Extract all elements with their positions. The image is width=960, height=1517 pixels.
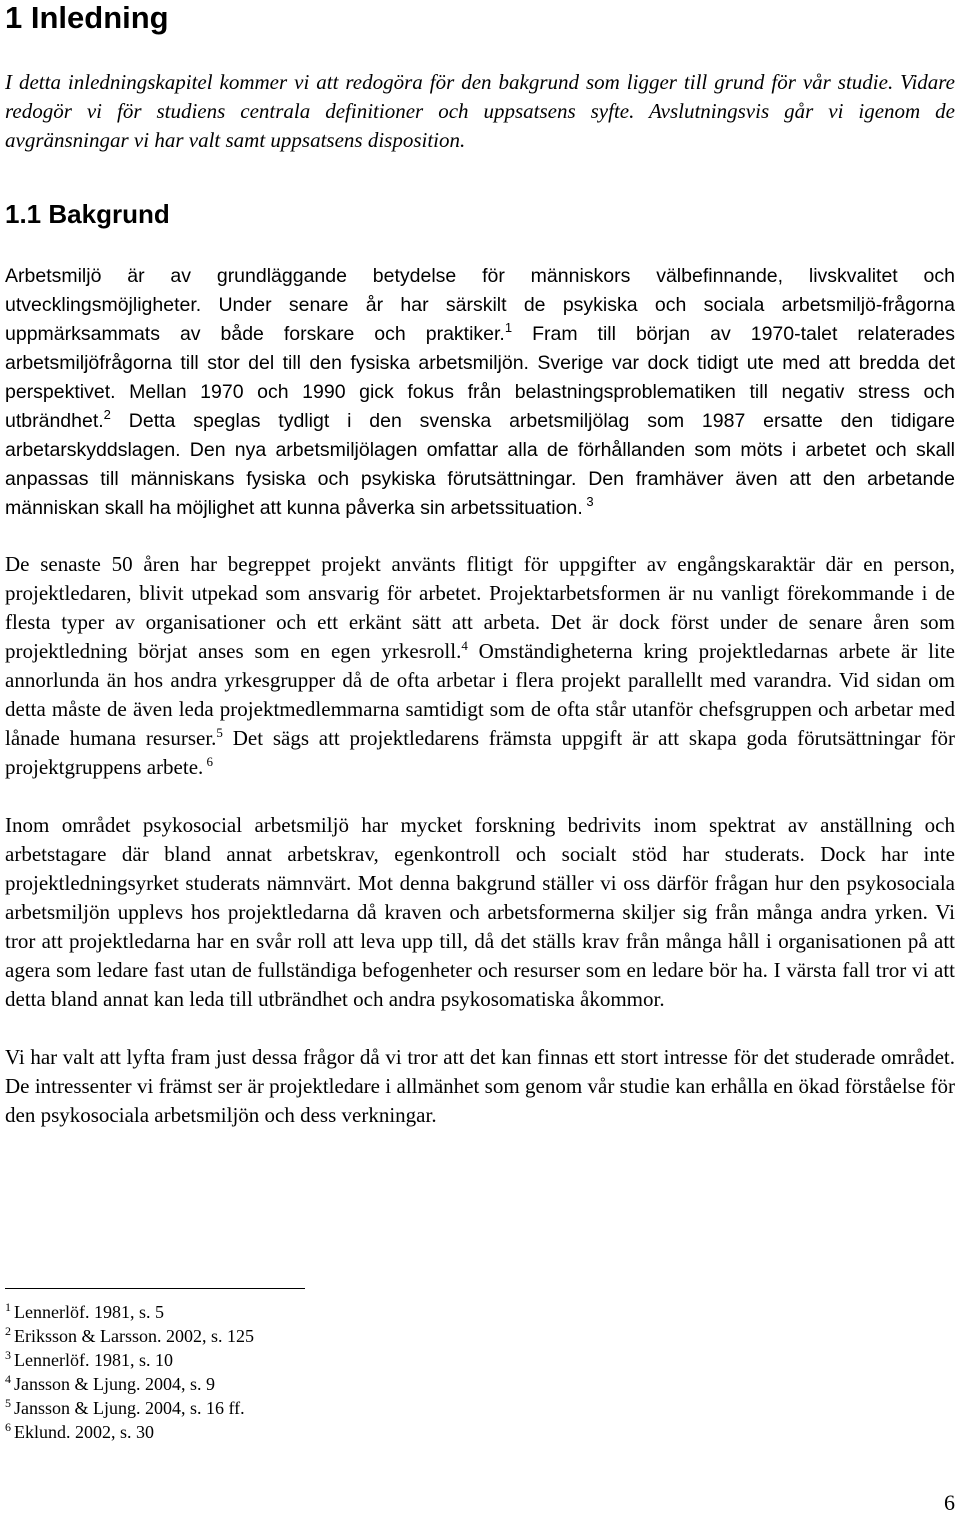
footnote-5	[5, 1396, 254, 1420]
footnote-number: 5	[5, 1396, 11, 1410]
paragraph-text: Det sägs att projektledarens främsta uppgift är att skapa goda förutsättningar för projektgruppens arbete.	[5, 726, 955, 779]
footnote-ref: 3	[582, 494, 594, 509]
paragraph-text: Fram till början av 1970-talet relaterades arbetsmiljöfrågorna till stor del till den fysiska arbetsmiljön. Sverige var dock tidigt ute med att bredda det perspektivet. Mellan 1970 och 1990 gick fokus från belastningsproblematiken till negativ stress och utbrändhet.	[5, 323, 955, 432]
chapter-title: 1 Inledning	[5, 0, 169, 35]
background-paragraph-4: Vi har valt att lyfta fram just dessa frågor då vi tror att det kan finnas ett stort intresse för det studerade området. De intressenter vi främst ser är projektledare i allmänhet som genom vår studie kan erhålla en ökad förståelse för den psykosociala arbetsmiljön och dess verkningar.	[5, 1045, 955, 1127]
footnote-6	[5, 1420, 254, 1444]
footnote-2	[5, 1324, 254, 1348]
footnote-separator	[5, 1288, 305, 1289]
footnote-ref: 1	[504, 320, 513, 335]
footnote-number: 1	[5, 1300, 11, 1314]
paragraph-text: De senaste 50 åren har begreppet projekt använts flitigt för uppgifter av engångskaraktär där en person, projektledaren, blivit utpekad som ansvarig för arbetet. Projektarbetsformen är nu vanligt förekommande i de flesta typer av organisationer och ett erkänt sätt att arbeta. Det är dock först under de senare åren som projektledning börjat anses som en egen yrkesroll.	[5, 552, 955, 663]
background-paragraph-3: Inom området psykosocial arbetsmiljö har mycket forskning bedrivits inom spektrat av anställning och arbetstagare där bland annat arbetskrav, egenkontroll och socialt stöd har studerats. Dock har inte projektledningsyrket studerats nämnvärt. Mot denna bakgrund ställer vi oss därför frågan hur den psykosociala arbetsmiljön upplevs hos projektledarna då kraven och arbetsformerna skiljer sig från många andra yrken. Vi tror att projektledarna har en svår roll att leva upp till, då det ställs krav från många håll i organisationen på att agera som ledare fast utan de fullständiga befogenheter och resurser som en ledare bör ha. I värsta fall tror vi att detta bland annat kan leda till utbrändhet och andra psykosomatiska åkommor.	[5, 813, 955, 1011]
footnote-number: 4	[5, 1372, 11, 1386]
chapter-intro: I detta inledningskapitel kommer vi att redogöra för den bakgrund som ligger till grund för vår studie. Vidare redogör vi för studiens centrala definitioner och uppsatsens syfte. Avslutningsvis går vi igenom de avgränsningar vi har valt samt uppsatsens disposition.	[5, 70, 955, 152]
footnote-text: Lennerlöf. 1981, s. 5	[14, 1302, 164, 1322]
footnote-ref: 4	[461, 638, 468, 653]
footnote-text: Lennerlöf. 1981, s. 10	[14, 1350, 173, 1370]
paragraph-text: Omständigheterna kring projektledarnas arbete är lite annorlunda än hos andra yrkesgrupper då de ofta arbetar i flera projekt parallellt med varandra. Vid sidan om detta måste de även leda projektmedlemmarna samtidigt som de ofta står utanför chefsgruppen och arbetar med lånade humana resurser.	[5, 639, 955, 750]
footnote-3	[5, 1348, 254, 1372]
background-paragraph-1	[5, 262, 955, 523]
footnote-text: Eklund. 2002, s. 30	[14, 1422, 155, 1442]
background-paragraph-2	[5, 550, 955, 782]
footnote-4	[5, 1372, 254, 1396]
paragraph-text: Arbetsmiljö är av grundläggande betydelse för människors välbefinnande, livskvalitet och utvecklingsmöjligheter. Under senare år har särskilt de psykiska och sociala arbetsmiljö-frågorna uppmärksammats av både forskare och praktiker.	[5, 265, 955, 345]
document-page	[5, 0, 955, 1130]
footnote-ref: 2	[103, 407, 111, 422]
footnote-1	[5, 1300, 254, 1324]
paragraph-text: Detta speglas tydligt i den svenska arbetsmiljölag som 1987 ersatte den tidigare arbetarskyddslagen. Den nya arbetsmiljölagen omfattar alla de förhållanden som möts i arbetet och skall anpassas till människans fysiska och psykiska förutsättningar. Den framhäver även att den arbetande människan skall ha möjlighet att kunna påverka sin arbetssituation.	[5, 410, 955, 519]
footnote-ref: 6	[203, 754, 214, 769]
footnote-text: Eriksson & Larsson. 2002, s. 125	[14, 1326, 254, 1346]
footnote-ref: 5	[216, 725, 223, 740]
page-number: 6	[944, 1490, 955, 1515]
footnote-text: Jansson & Ljung. 2004, s. 16 ff.	[14, 1398, 245, 1418]
footnote-number: 6	[5, 1420, 11, 1434]
footnote-number: 3	[5, 1348, 11, 1362]
footnote-number: 2	[5, 1324, 11, 1338]
footnote-text: Jansson & Ljung. 2004, s. 9	[14, 1374, 216, 1394]
footnotes	[5, 1300, 254, 1444]
section-title: 1.1 Bakgrund	[5, 199, 170, 229]
